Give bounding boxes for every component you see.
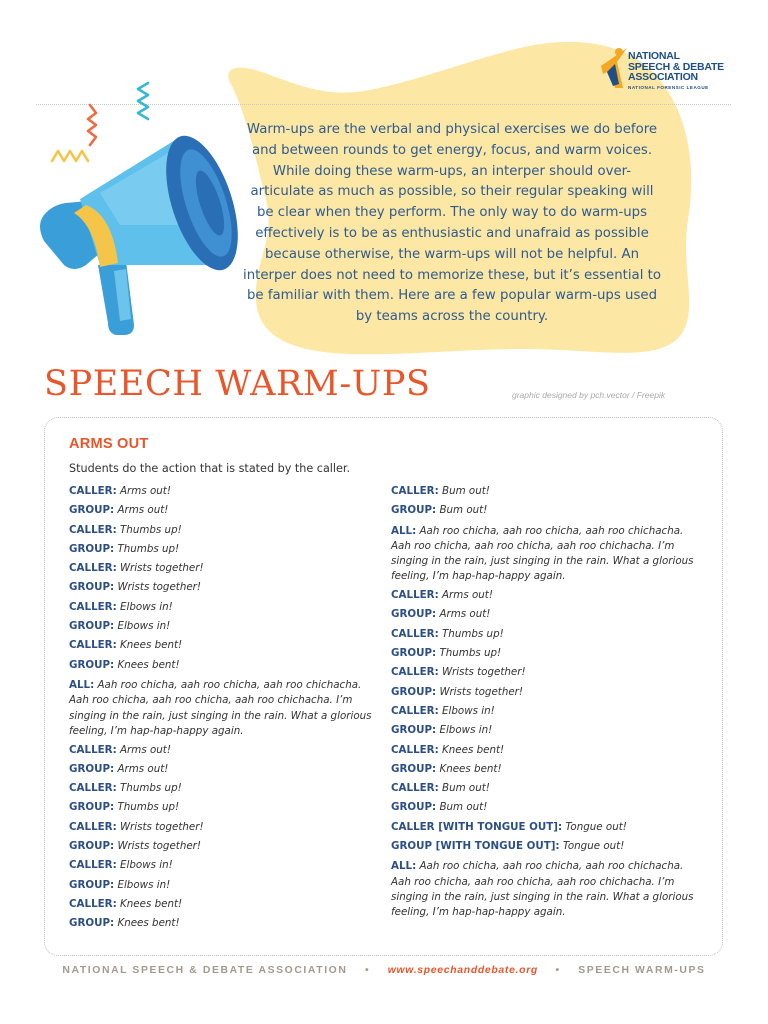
script-line [69, 639, 384, 652]
spoken-line: Elbows in! [438, 704, 495, 717]
spoken-line: Elbows in! [116, 859, 173, 872]
section-title: ARMS OUT [69, 436, 149, 452]
spoken-line: Elbows in! [114, 620, 171, 633]
logo-tagline: NATIONAL FORENSIC LEAGUE [628, 85, 709, 90]
spoken-line: Arms out! [114, 504, 169, 517]
speaker-label: GROUP: [69, 801, 115, 814]
script-line [69, 744, 384, 757]
script-line [391, 589, 706, 602]
script-line [69, 620, 384, 633]
spoken-line: Thumbs up! [116, 782, 182, 795]
speaker-label: CALLER: [69, 639, 117, 652]
footer-section: SPEECH WARM-UPS [578, 965, 706, 976]
spoken-line: Knees bent! [114, 917, 180, 930]
script-line [69, 782, 384, 795]
speaker-label: CALLER [WITH TONGUE OUT]: [391, 820, 563, 833]
spoken-line: Knees bent! [438, 743, 505, 756]
spoken-line: Thumbs up! [436, 647, 502, 660]
script-line [69, 485, 384, 498]
script-line [69, 543, 384, 556]
spoken-line: Wrists together! [116, 820, 204, 833]
speaker-label: CALLER: [69, 820, 117, 833]
spoken-line: Aah roo chicha, aah roo chicha, aah roo chichacha. Aah roo chicha, aah roo chicha, aah roo chichacha. I’m singing in the rain, just singing in the rain. What a glorious feeling, I’m hap-hap-happy again. [391, 860, 694, 919]
spoken-line: Arms out! [116, 743, 171, 756]
speaker-label: GROUP: [69, 658, 115, 671]
graphic-credit: graphic designed by pch.vector / Freepik [512, 390, 666, 400]
spoken-line: Elbows in! [436, 724, 493, 737]
spoken-line: Knees bent! [114, 658, 180, 671]
speaker-label: GROUP: [69, 878, 115, 891]
logo-figure-icon [597, 44, 631, 90]
script-line [391, 608, 706, 621]
script-line [391, 782, 706, 795]
script-line [69, 601, 384, 614]
spoken-line: Wrists together! [116, 562, 204, 575]
script-line [391, 485, 706, 498]
spoken-line: Wrists together! [114, 840, 202, 853]
footer [0, 965, 768, 976]
logo-wordmark: NATIONAL SPEECH & DEBATE ASSOCIATION [628, 50, 724, 83]
script-line [391, 763, 706, 776]
speaker-label: CALLER: [69, 782, 117, 795]
script-line [69, 504, 384, 517]
script-line [69, 898, 384, 911]
speaker-label: CALLER: [69, 600, 117, 613]
script-line [69, 763, 384, 776]
hero-banner [0, 0, 768, 365]
script-line [391, 801, 706, 814]
script-line [391, 724, 706, 737]
speaker-label: GROUP: [391, 762, 437, 775]
script-line [69, 879, 384, 892]
script-line [69, 678, 384, 739]
spoken-line: Aah roo chicha, aah roo chicha, aah roo chichacha. Aah roo chicha, aah roo chicha, aah roo chichacha. I’m singing in the rain, just singing in the rain. What a glorious feeling, I’m hap-hap-happy again. [69, 678, 372, 737]
megaphone-icon [30, 75, 260, 345]
speaker-label: GROUP: [69, 504, 115, 517]
script-line [391, 705, 706, 718]
script-line [69, 581, 384, 594]
speaker-label: GROUP: [391, 724, 437, 737]
squiggle-icon [88, 105, 96, 145]
intro-paragraph: Warm-ups are the verbal and physical exercises we do before and between rounds to get energy, focus, and warm voices. While doing these warm-ups, an interper should over-articulate as much as possible, so their regular speaking will be clear when they perform. The only way to do warm-ups effectively is to be as enthusiastic and unafraid as possible because otherwise, the warm-ups will not be helpful. An interper does not need to memorize these, but it’s essential to be familiar with them. Here are a few popular warm-ups used by teams across the country. [243, 122, 661, 325]
footer-separator: • [364, 965, 371, 976]
script-line [69, 659, 384, 672]
script-line [391, 666, 706, 679]
nsda-logo [597, 44, 737, 94]
script-line [391, 686, 706, 699]
spoken-line: Arms out! [116, 485, 171, 497]
spoken-line: Thumbs up! [438, 627, 504, 640]
speaker-label: GROUP: [69, 620, 115, 633]
speaker-label: CALLER: [391, 743, 439, 756]
speaker-label: GROUP: [391, 608, 437, 621]
spoken-line: Knees bent! [116, 897, 183, 910]
script-line [69, 524, 384, 537]
speaker-label: GROUP: [391, 685, 437, 698]
speaker-label: GROUP: [391, 504, 437, 517]
spoken-line: Bum out! [436, 801, 488, 814]
script-line [391, 744, 706, 757]
section-description: Students do the action that is stated by the caller. [69, 462, 351, 475]
spoken-line: Arms out! [438, 589, 493, 602]
spoken-line: Bum out! [438, 782, 490, 795]
spoken-line: Bum out! [436, 504, 488, 517]
speaker-label: ALL: [391, 524, 417, 537]
spoken-line: Wrists together! [438, 666, 526, 679]
script-line [391, 647, 706, 660]
speaker-label: CALLER: [69, 743, 117, 756]
speaker-label: ALL: [391, 860, 417, 873]
spoken-line: Elbows in! [116, 600, 173, 613]
speaker-label: CALLER: [391, 782, 439, 795]
speaker-label: GROUP: [391, 801, 437, 814]
footer-org: NATIONAL SPEECH & DEBATE ASSOCIATION [62, 965, 348, 976]
speaker-label: GROUP: [69, 762, 115, 775]
script-line [391, 628, 706, 641]
script-line [391, 821, 706, 834]
script-line [69, 840, 384, 853]
speaker-label: CALLER: [391, 485, 439, 497]
speaker-label: CALLER: [69, 897, 117, 910]
spoken-line: Elbows in! [114, 878, 171, 891]
speaker-label: CALLER: [69, 523, 117, 536]
script-line [69, 562, 384, 575]
speaker-label: GROUP: [69, 542, 115, 555]
speaker-label: GROUP: [69, 581, 115, 594]
spoken-line: Tongue out! [562, 820, 627, 833]
spoken-line: Knees bent! [116, 639, 183, 652]
spoken-line: Thumbs up! [114, 542, 180, 555]
page-title: SPEECH WARM-UPS [44, 364, 431, 404]
speaker-label: CALLER: [391, 589, 439, 602]
spoken-line: Thumbs up! [116, 523, 182, 536]
speaker-label: CALLER: [391, 704, 439, 717]
spoken-line: Thumbs up! [114, 801, 180, 814]
speaker-label: ALL: [69, 678, 95, 691]
speaker-label: CALLER: [69, 485, 117, 497]
spoken-line: Aah roo chicha, aah roo chicha, aah roo chichacha. Aah roo chicha, aah roo chicha, aah roo chichacha. I’m singing in the rain, just singing in the rain. What a glorious feeling, I’m hap-hap-happy again. [391, 524, 694, 583]
speaker-label: CALLER: [391, 666, 439, 679]
speaker-label: CALLER: [69, 859, 117, 872]
script-line [69, 821, 384, 834]
script-line [69, 917, 384, 930]
speaker-label: CALLER: [391, 627, 439, 640]
spoken-line: Bum out! [438, 485, 490, 497]
script-line [69, 801, 384, 814]
footer-separator: • [555, 965, 561, 976]
spoken-line: Wrists together! [114, 581, 202, 594]
script-line [69, 859, 384, 872]
spoken-line: Wrists together! [436, 685, 524, 698]
script-column-right [391, 485, 706, 925]
footer-url-link[interactable]: www.speechanddebate.org [387, 965, 538, 976]
speaker-label: GROUP: [391, 647, 437, 660]
script-column-left [69, 485, 384, 937]
script-line [391, 859, 706, 920]
speaker-label: GROUP: [69, 917, 115, 930]
speaker-label: GROUP: [69, 840, 115, 853]
spoken-line: Knees bent! [436, 762, 502, 775]
script-line [391, 504, 706, 517]
spoken-line: Arms out! [114, 762, 169, 775]
script-line [391, 840, 706, 853]
speaker-label: GROUP [WITH TONGUE OUT]: [391, 840, 560, 853]
spoken-line: Tongue out! [559, 840, 625, 853]
speaker-label: CALLER: [69, 562, 117, 575]
spoken-line: Arms out! [436, 608, 491, 621]
script-line [391, 524, 706, 585]
